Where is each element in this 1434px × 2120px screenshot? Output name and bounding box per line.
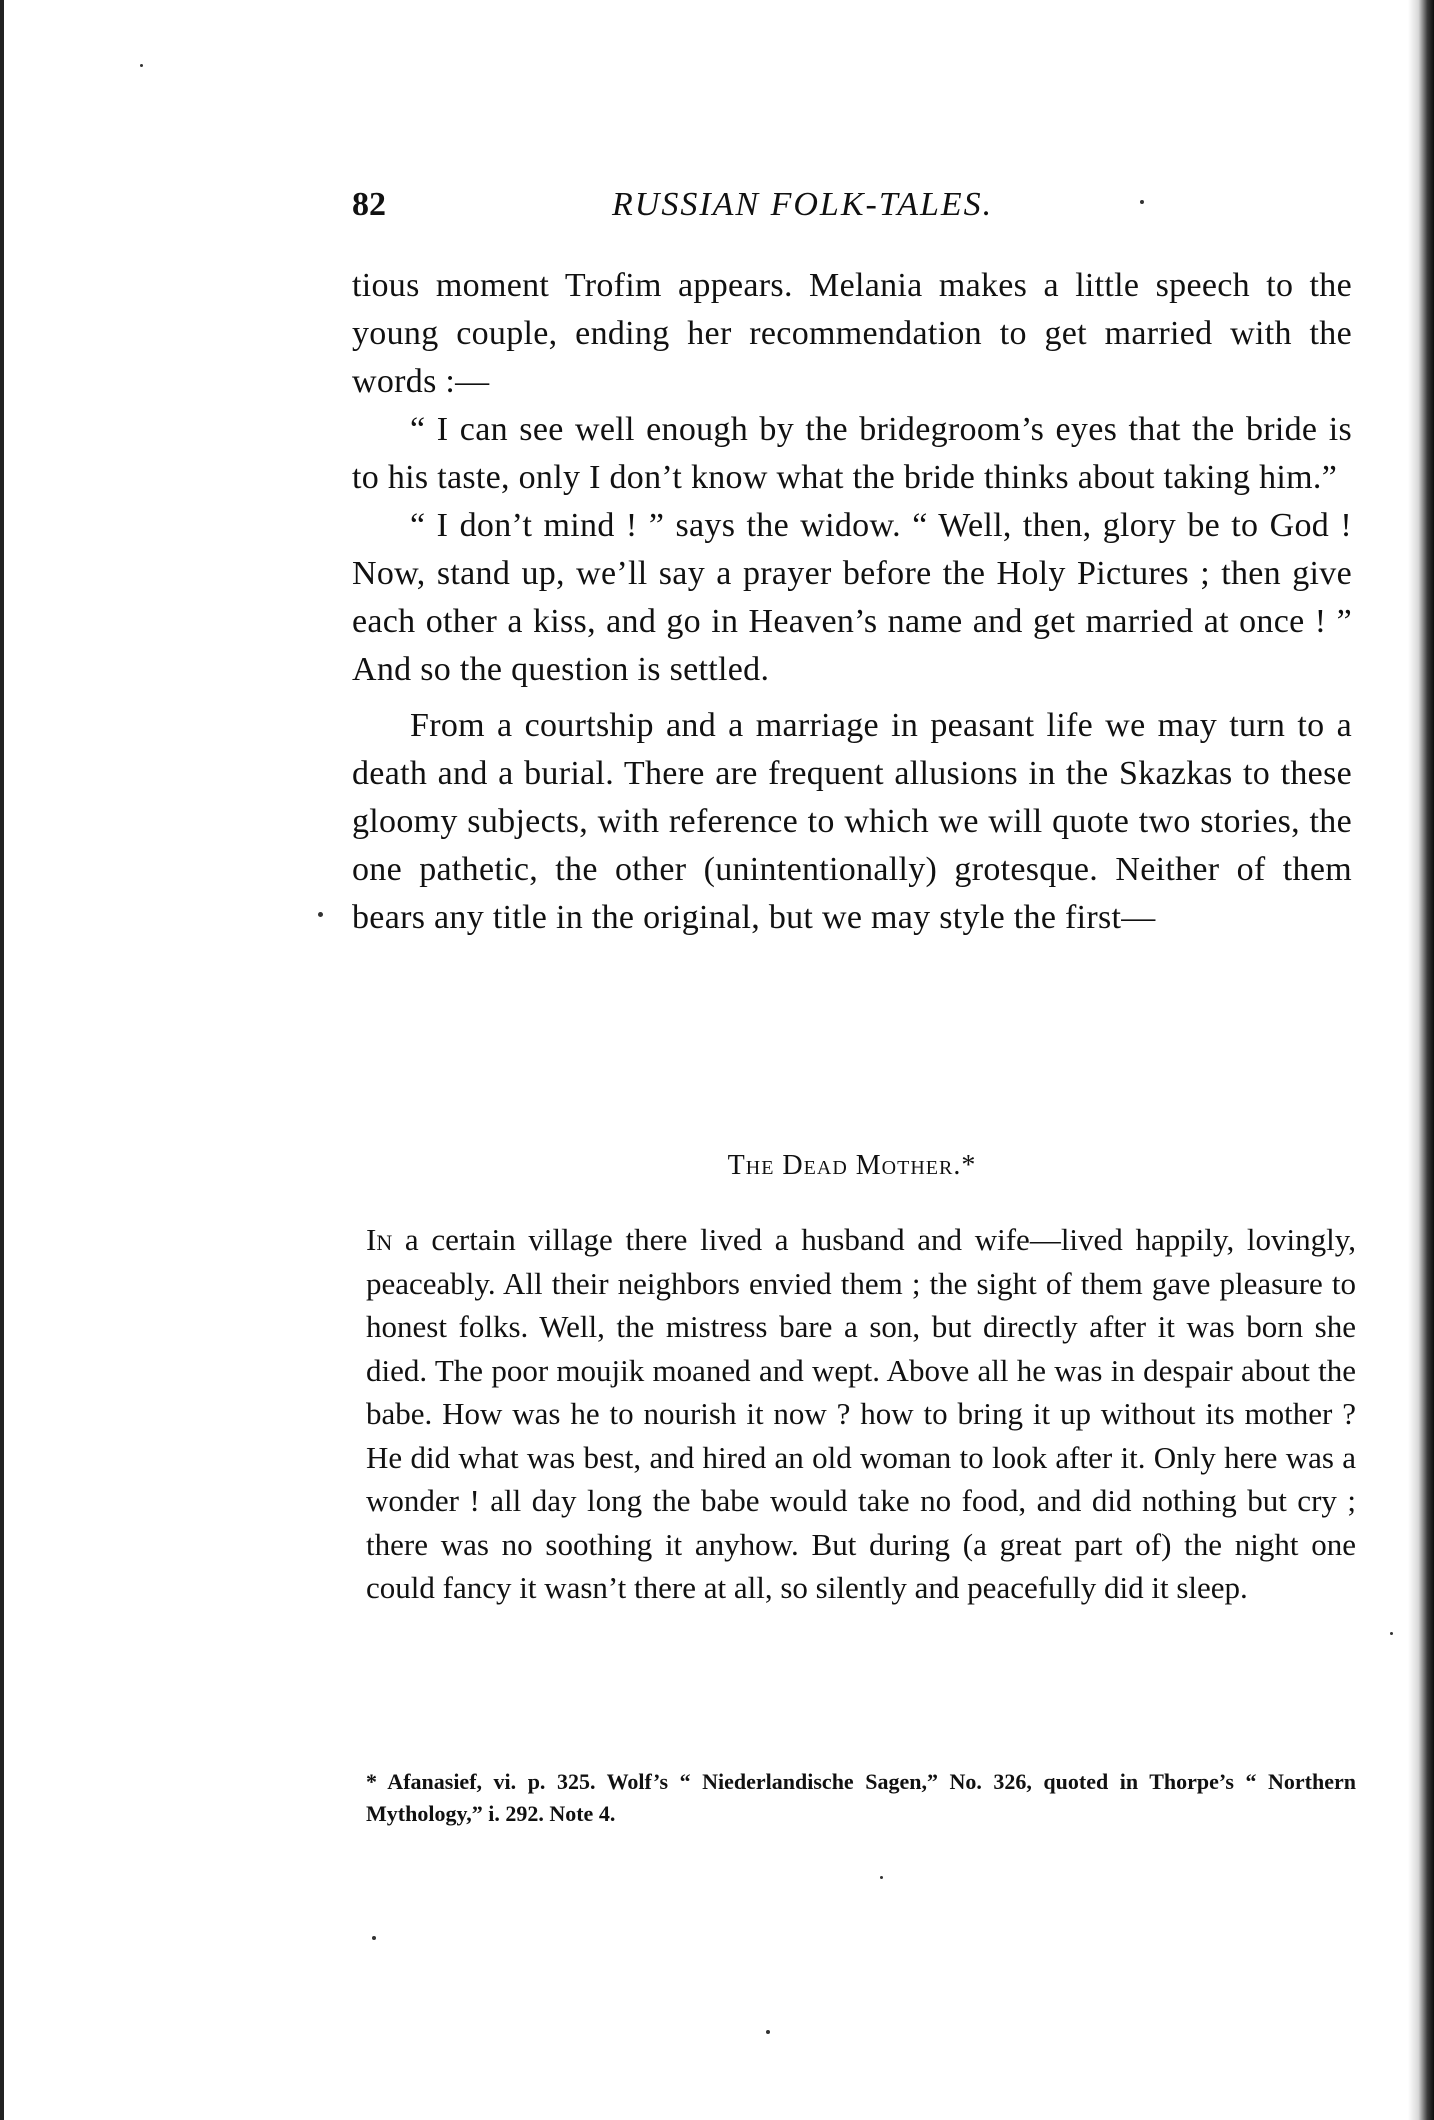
- page-left-edge: [0, 0, 4, 2120]
- page-number: 82: [352, 186, 386, 223]
- paragraph-quote-bridegroom: “ I can see well enough by the bridegroom’s eyes that the bride is to his taste, only I don’t know what the bride thinks about taking him.”: [352, 411, 1352, 496]
- tale-lead-word: In: [366, 1222, 393, 1257]
- paragraph-quote-widow: “ I don’t mind ! ” says the widow. “ Well, then, glory be to God ! Now, stand up, we’ll say a prayer before the Holy Pictures ; then give each other a kiss, and go in Heaven’s name and get married at once ! ” And so the question is settled.: [352, 507, 1352, 688]
- paragraph-continuation: tious moment Trofim appears. Melania makes a little speech to the young couple, ending her recommendation to get married with the words :—: [352, 267, 1352, 400]
- tale-body: [366, 1218, 1356, 1610]
- body-text: [352, 262, 1352, 942]
- paragraph-death-burial: From a courtship and a marriage in peasant life we may turn to a death and a burial. There are frequent allusions in the Skazkas to these gloomy subjects, with reference to which we will quote two stories, the one pathetic, the other (unintentionally) grotesque. Neither of them bears any title in the original, but we may style the first—: [352, 707, 1352, 936]
- page-header: [352, 186, 1352, 236]
- running-head: RUSSIAN FOLK-TALES.: [612, 186, 994, 223]
- footnote: * Afanasief, vi. p. 325. Wolf’s “ Niederlandische Sagen,” No. 326, quoted in Thorpe’s “ Northern Mythology,” i. 292. Note 4.: [366, 1769, 1356, 1826]
- page-right-edge-shadow: [1408, 0, 1434, 2120]
- tale-text: a certain village there lived a husband and wife—lived happily, lovingly, peaceably. All their neighbors envied them ; the sight of them gave pleasure to honest folks. Well, the mistress bare a son, but directly after it was born she died. The poor moujik moaned and wept. Above all he was in despair about the babe. How was he to nourish it now ? how to bring it up without its mother ? He did what was best, and hired an old woman to look after it. Only here was a wonder ! all day long the babe would take no food, and did nothing but cry ; there was no soothing it anyhow. But during (a great part of) the night one could fancy it wasn’t there at all, so silently and peacefully did it sleep.: [366, 1222, 1356, 1605]
- section-title: The Dead Mother.*: [727, 1150, 977, 1181]
- tale-paragraph: [366, 1218, 1356, 1610]
